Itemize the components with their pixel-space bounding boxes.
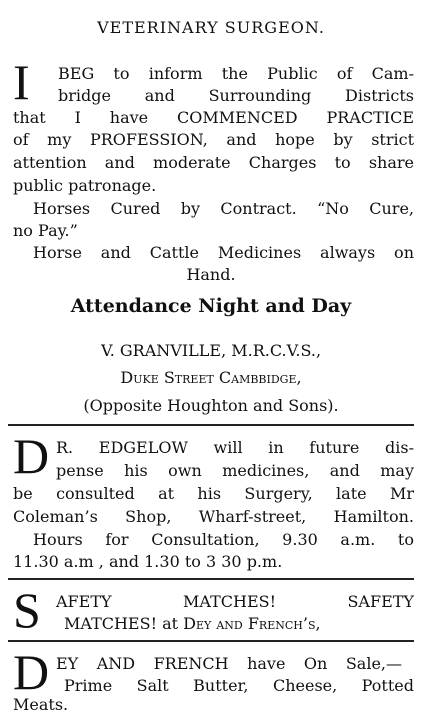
drop-cap: S bbox=[13, 582, 41, 638]
shop-name: Dey and French’s, bbox=[183, 614, 321, 633]
paragraph-line: EY AND FRENCH have On Sale,— bbox=[56, 654, 402, 673]
horses-line-1: Horses Cured by Contract. “No Cure, bbox=[33, 199, 414, 218]
paragraph-line: Hours for Consultation, 9.30 a.m. to bbox=[33, 530, 414, 549]
paragraph-line: pense his own medicines, and may bbox=[56, 461, 414, 480]
paragraph-line: Meats. bbox=[13, 695, 69, 714]
ad-heading-veterinary: VETERINARY SURGEON. bbox=[97, 18, 325, 37]
horses-line-2: no Pay.” bbox=[13, 221, 78, 240]
column-rule bbox=[8, 640, 414, 642]
drop-cap: D bbox=[13, 428, 50, 484]
paragraph-line: Coleman’s Shop, Wharf-street, Hamilton. bbox=[13, 507, 414, 526]
paragraph-line: that I have COMMENCED PRACTICE bbox=[13, 108, 414, 127]
paragraph-line: Prime Salt Butter, Cheese, Potted bbox=[64, 676, 414, 695]
matches-text: MATCHES! at bbox=[64, 614, 184, 633]
medicines-line-2: Hand. bbox=[186, 265, 236, 284]
paragraph-line: 11.30 a.m , and 1.30 to 3 30 p.m. bbox=[13, 552, 283, 571]
paragraph-line: AFETY MATCHES! SAFETY bbox=[56, 592, 414, 611]
drop-cap: I bbox=[13, 54, 30, 110]
paragraph-line bbox=[64, 614, 321, 634]
paragraph-line: bridge and Surrounding Districts bbox=[58, 86, 414, 105]
surgeon-name: V. GRANVILLE, M.R.C.V.S., bbox=[100, 341, 322, 360]
surgeon-opposite: (Opposite Houghton and Sons). bbox=[83, 396, 339, 415]
column-rule bbox=[8, 578, 414, 580]
surgeon-address: Duke Street Cambbidge, bbox=[120, 368, 302, 387]
attendance-heading: Attendance Night and Day bbox=[70, 295, 352, 317]
paragraph-line: R. EDGELOW will in future dis- bbox=[56, 438, 414, 457]
drop-cap: D bbox=[13, 644, 50, 700]
paragraph-line: of my PROFESSION, and hope by strict bbox=[13, 130, 414, 149]
paragraph-line: attention and moderate Charges to share bbox=[13, 153, 414, 172]
paragraph-line: be consulted at his Surgery, late Mr bbox=[13, 484, 414, 503]
paragraph-line: public patronage. bbox=[13, 176, 157, 195]
paragraph-line: BEG to inform the Public of Cam- bbox=[58, 64, 414, 83]
column-rule bbox=[8, 424, 414, 426]
medicines-line-1: Horse and Cattle Medicines always on bbox=[33, 243, 414, 262]
